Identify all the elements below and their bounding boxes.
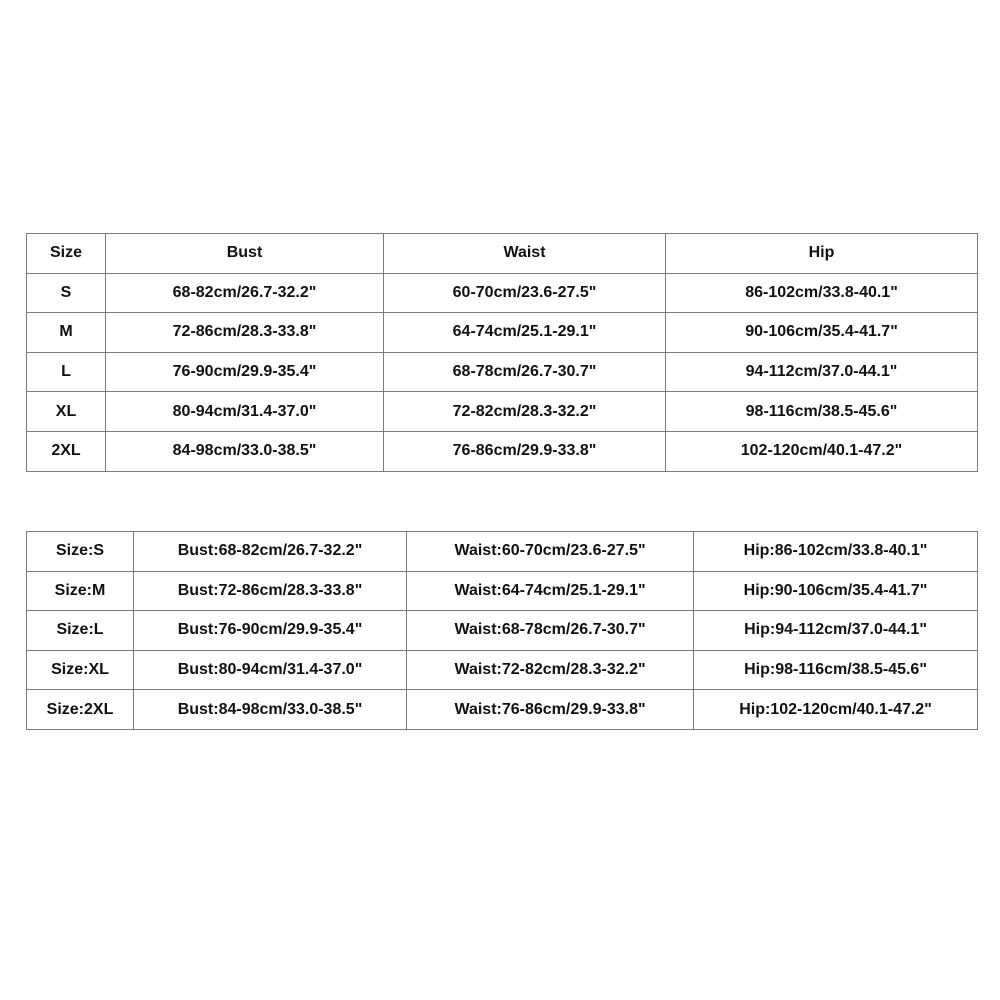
hip-cell: 90-106cm/35.4-41.7" — [666, 313, 978, 353]
bust-cell: Bust:68-82cm/26.7-32.2" — [134, 532, 407, 572]
hip-cell: Hip:98-116cm/38.5-45.6" — [694, 650, 978, 690]
hip-cell: Hip:90-106cm/35.4-41.7" — [694, 571, 978, 611]
waist-cell: 64-74cm/25.1-29.1" — [384, 313, 666, 353]
hip-cell: Hip:94-112cm/37.0-44.1" — [694, 611, 978, 651]
hip-cell: Hip:102-120cm/40.1-47.2" — [694, 690, 978, 730]
bust-cell: Bust:76-90cm/29.9-35.4" — [134, 611, 407, 651]
size-chart-table — [26, 233, 978, 472]
size-cell: 2XL — [27, 431, 106, 471]
table-row — [27, 313, 978, 353]
size-cell: L — [27, 352, 106, 392]
waist-cell: Waist:68-78cm/26.7-30.7" — [407, 611, 694, 651]
table-row — [27, 431, 978, 471]
table-row — [27, 352, 978, 392]
waist-cell: 68-78cm/26.7-30.7" — [384, 352, 666, 392]
size-cell: M — [27, 313, 106, 353]
table-row — [27, 611, 978, 651]
hip-cell: Hip:86-102cm/33.8-40.1" — [694, 532, 978, 572]
bust-cell: Bust:84-98cm/33.0-38.5" — [134, 690, 407, 730]
table-header-row — [27, 234, 978, 274]
size-chart-labeled-table — [26, 531, 978, 730]
bust-cell: 84-98cm/33.0-38.5" — [106, 431, 384, 471]
header-waist: Waist — [384, 234, 666, 274]
size-cell: XL — [27, 392, 106, 432]
hip-cell: 102-120cm/40.1-47.2" — [666, 431, 978, 471]
header-bust: Bust — [106, 234, 384, 274]
table-row — [27, 571, 978, 611]
waist-cell: 76-86cm/29.9-33.8" — [384, 431, 666, 471]
hip-cell: 86-102cm/33.8-40.1" — [666, 273, 978, 313]
bust-cell: 76-90cm/29.9-35.4" — [106, 352, 384, 392]
waist-cell: Waist:60-70cm/23.6-27.5" — [407, 532, 694, 572]
size-cell: Size:S — [27, 532, 134, 572]
header-size: Size — [27, 234, 106, 274]
waist-cell: Waist:72-82cm/28.3-32.2" — [407, 650, 694, 690]
waist-cell: Waist:76-86cm/29.9-33.8" — [407, 690, 694, 730]
table-row — [27, 392, 978, 432]
size-cell: Size:2XL — [27, 690, 134, 730]
waist-cell: 60-70cm/23.6-27.5" — [384, 273, 666, 313]
waist-cell: Waist:64-74cm/25.1-29.1" — [407, 571, 694, 611]
hip-cell: 94-112cm/37.0-44.1" — [666, 352, 978, 392]
size-cell: Size:L — [27, 611, 134, 651]
size-cell: Size:XL — [27, 650, 134, 690]
table-row — [27, 690, 978, 730]
table-row — [27, 273, 978, 313]
table-row — [27, 650, 978, 690]
hip-cell: 98-116cm/38.5-45.6" — [666, 392, 978, 432]
waist-cell: 72-82cm/28.3-32.2" — [384, 392, 666, 432]
bust-cell: 80-94cm/31.4-37.0" — [106, 392, 384, 432]
bust-cell: Bust:72-86cm/28.3-33.8" — [134, 571, 407, 611]
bust-cell: Bust:80-94cm/31.4-37.0" — [134, 650, 407, 690]
bust-cell: 68-82cm/26.7-32.2" — [106, 273, 384, 313]
size-cell: S — [27, 273, 106, 313]
bust-cell: 72-86cm/28.3-33.8" — [106, 313, 384, 353]
header-hip: Hip — [666, 234, 978, 274]
table-row — [27, 532, 978, 572]
size-cell: Size:M — [27, 571, 134, 611]
